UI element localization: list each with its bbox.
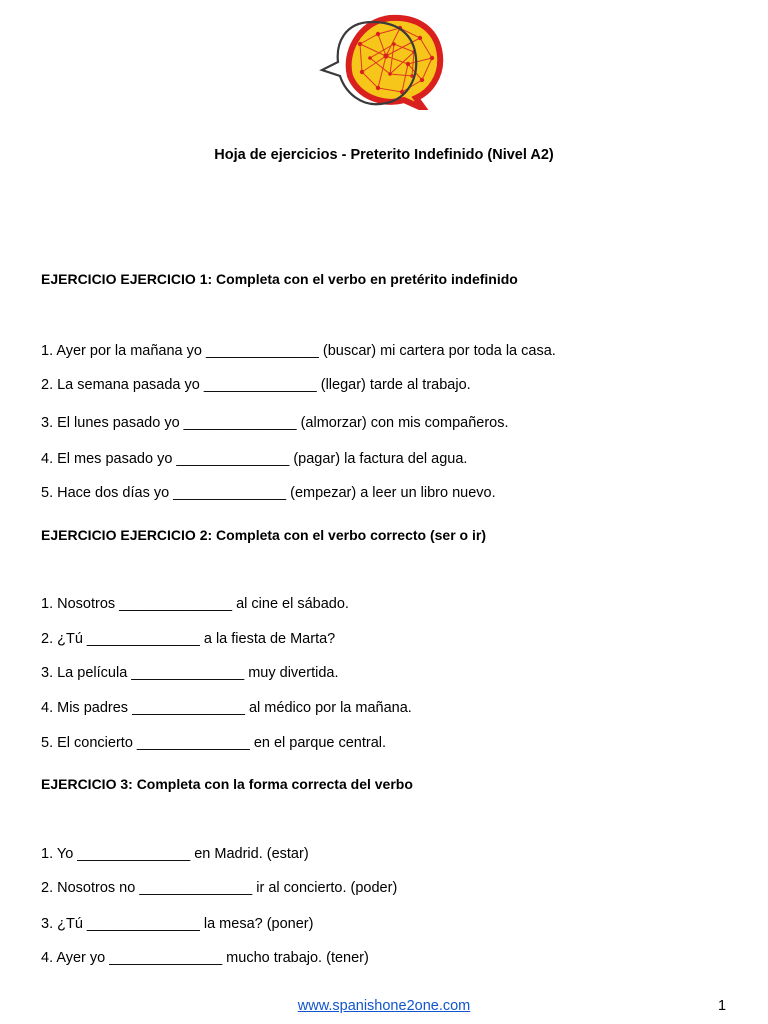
exercise-1-item-1: 1. Ayer por la mañana yo ______________ (buscar) mi cartera por toda la casa. xyxy=(41,343,556,359)
exercise-3-item-2: 2. Nosotros no ______________ ir al concierto. (poder) xyxy=(41,880,398,896)
spanishone2one-logo xyxy=(316,14,444,110)
exercise-3-item-3: 3. ¿Tú ______________ la mesa? (poner) xyxy=(41,916,314,932)
exercise-1-heading: EJERCICIO EJERCICIO 1: Completa con el verbo en pretérito indefinido xyxy=(41,271,518,287)
page-number: 1 xyxy=(718,998,727,1014)
document-title: Hoja de ejercicios - Preterito Indefinido (Nivel A2) xyxy=(214,147,554,163)
exercise-2-item-3: 3. La película ______________ muy divertida. xyxy=(41,665,339,681)
exercise-2-item-1: 1. Nosotros ______________ al cine el sábado. xyxy=(41,596,349,612)
exercise-2-item-2: 2. ¿Tú ______________ a la fiesta de Marta? xyxy=(41,631,336,647)
exercise-3-item-4: 4. Ayer yo ______________ mucho trabajo. (tener) xyxy=(41,950,369,966)
exercise-1-item-3: 3. El lunes pasado yo ______________ (almorzar) con mis compañeros. xyxy=(41,415,509,431)
exercise-1-item-2: 2. La semana pasada yo ______________ (llegar) tarde al trabajo. xyxy=(41,377,471,393)
exercise-3-heading: EJERCICIO 3: Completa con la forma correcta del verbo xyxy=(41,776,413,792)
exercise-2-item-4: 4. Mis padres ______________ al médico por la mañana. xyxy=(41,700,412,716)
exercise-2-heading: EJERCICIO EJERCICIO 2: Completa con el verbo correcto (ser o ir) xyxy=(41,527,486,543)
website-link[interactable]: www.spanishone2one.com xyxy=(297,998,471,1014)
exercise-1-item-5: 5. Hace dos días yo ______________ (empezar) a leer un libro nuevo. xyxy=(41,485,496,501)
exercise-3-item-1: 1. Yo ______________ en Madrid. (estar) xyxy=(41,846,309,862)
exercise-2-item-5: 5. El concierto ______________ en el parque central. xyxy=(41,735,387,751)
exercise-1-item-4: 4. El mes pasado yo ______________ (pagar) la factura del agua. xyxy=(41,451,468,467)
